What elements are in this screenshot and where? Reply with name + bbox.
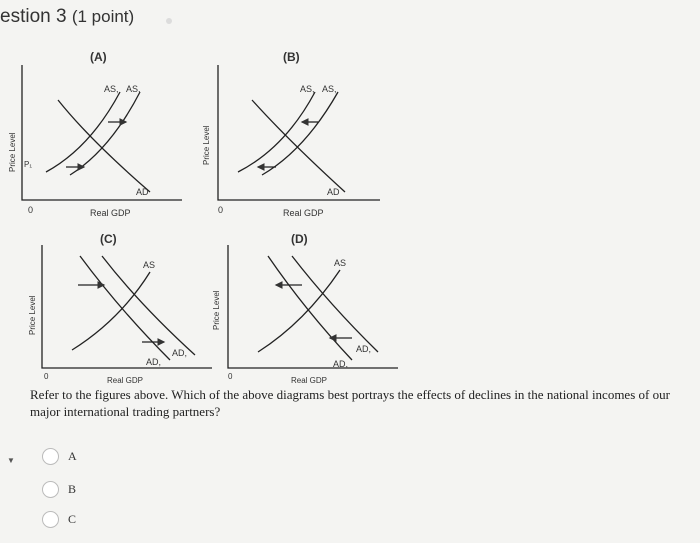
panel-b-title: (B)	[283, 50, 300, 64]
question-text: Refer to the figures above. Which of the above diagrams best portrays the effects of declines in the national incomes of our major international trading partners?	[30, 387, 670, 419]
panel-a-title: (A)	[90, 50, 107, 64]
panel-d-xlabel: Real GDP	[291, 376, 328, 385]
panel-d-ylabel: Price Level	[212, 290, 221, 330]
panel-b-xlabel: Real GDP	[283, 208, 324, 218]
panel-b-axes	[218, 65, 380, 200]
panel-d	[228, 245, 398, 368]
panel-d-title: (D)	[291, 232, 308, 246]
panel-a-as1-label: AS,	[104, 84, 119, 94]
panel-c-origin: 0	[44, 372, 49, 381]
panel-b-as1-curve	[238, 92, 315, 172]
option-c[interactable]	[42, 511, 76, 528]
panel-d-ad2-label: AD,	[356, 344, 372, 354]
panel-b-ylabel: Price Level	[202, 125, 211, 165]
panel-a-as2-label: AS,	[126, 84, 141, 94]
panel-a-xlabel: Real GDP	[90, 208, 131, 218]
panel-c-as-curve	[72, 272, 150, 350]
panel-d-ad1-label: AD,	[333, 359, 349, 369]
panel-b-ad-label: AD	[327, 187, 340, 197]
option-b-label: B	[68, 482, 77, 496]
panel-c-as-label: AS	[143, 260, 156, 270]
panel-c-title: (C)	[100, 232, 117, 246]
option-a[interactable]	[42, 448, 77, 465]
chevron-down-icon: ▼	[7, 456, 15, 465]
option-a-label: A	[68, 449, 77, 463]
panel-a-ylabel: Price Level	[8, 132, 17, 172]
option-b[interactable]	[42, 481, 76, 498]
panel-c-ylabel: Price Level	[28, 295, 37, 335]
radio-button-b[interactable]	[42, 481, 59, 498]
question-number: estion 3	[0, 6, 67, 27]
panel-b-as2-curve	[262, 92, 338, 175]
panel-a-ad-label: AD	[136, 187, 149, 197]
panel-c-ad1-curve	[80, 256, 170, 360]
panel-d-as-label: AS	[334, 258, 347, 268]
radio-button-a[interactable]	[42, 448, 59, 465]
panel-c-ad2-label: AD,	[172, 348, 188, 358]
panel-d-as-curve	[258, 270, 340, 352]
panel-b-as1-label: AS,	[300, 84, 315, 94]
panel-a-price-label: P₁	[24, 160, 33, 169]
panel-b-origin: 0	[218, 205, 224, 215]
panel-b-as2-label: AS,	[322, 84, 337, 94]
question-points: (1 point)	[71, 7, 135, 26]
panel-c-ad2-curve	[102, 256, 195, 355]
panel-c-xlabel: Real GDP	[107, 376, 144, 385]
option-c-label: C	[68, 512, 77, 526]
panel-d-origin: 0	[228, 372, 233, 381]
panel-a-axes	[22, 65, 182, 200]
panel-a-as1-curve	[46, 92, 120, 172]
panel-a-as2-curve	[70, 92, 140, 175]
panel-d-axes	[228, 245, 398, 368]
panel-a-origin: 0	[28, 205, 34, 215]
panel-a	[22, 65, 182, 200]
radio-button-c[interactable]	[42, 511, 59, 528]
panel-b	[218, 65, 380, 200]
panel-c-ad1-label: AD,	[146, 357, 162, 367]
